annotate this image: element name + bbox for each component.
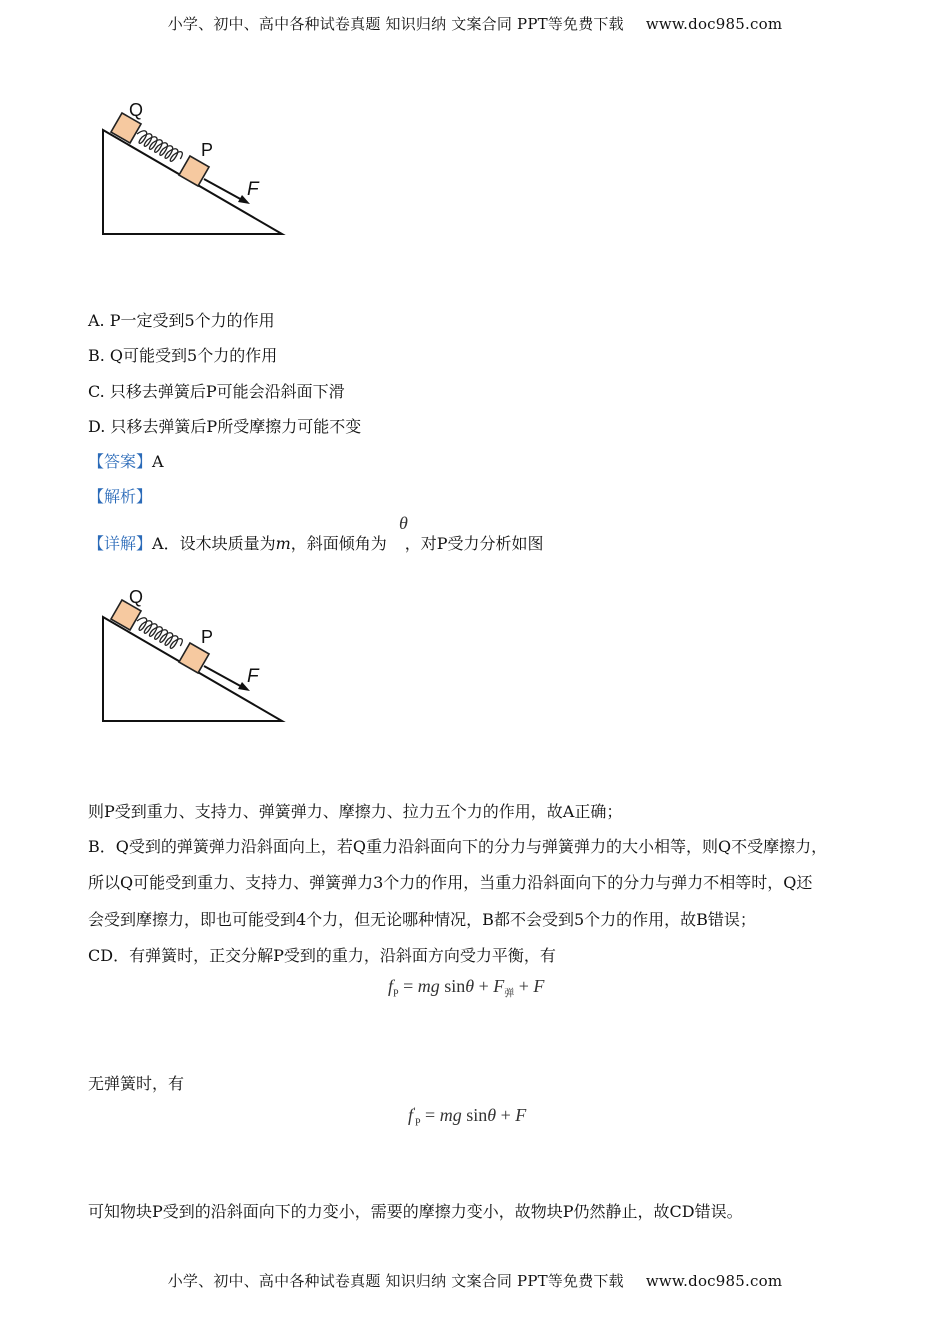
paragraph-cd: CD．有弹簧时，正交分解P受到的重力，沿斜面方向受力平衡，有 (88, 946, 556, 965)
detail-tag: 【详解】 (88, 534, 153, 553)
spring (134, 128, 184, 165)
force-arrow (204, 666, 250, 691)
paragraph-b3: 会受到摩擦力，即也可能受到4个力，但无论哪种情况，B都不会受到5个力的作用，故B错误； (88, 910, 756, 929)
label-f: F (247, 179, 259, 200)
label-p: P (201, 627, 214, 647)
paragraph-b1: B．Q受到的弹簧弹力沿斜面向上，若Q重力沿斜面向下的分力与弹簧弹力的大小相等，则Q不受摩擦力， (88, 837, 828, 856)
option-c: C. 只移去弹簧后P可能会沿斜面下滑 (88, 382, 345, 401)
detail-theta: θ (399, 513, 408, 533)
conclusion: 可知物块P受到的沿斜面向下的力变小，需要的摩擦力变小，故物块P仍然静止，故CD错误。 (88, 1202, 743, 1221)
incline-figure-2 (96, 585, 296, 727)
formula-with-spring: $f_P$ = mg $\sin\theta + F_弹 + F$ (388, 976, 545, 1000)
label-p: P (201, 140, 214, 160)
label-q: Q (129, 100, 144, 120)
label-f: F (247, 666, 259, 687)
footer-text: 小学、初中、高中各种试卷真题 知识归纳 文案合同 PPT等免费下载 (167, 1272, 624, 1290)
paragraph-a: 则P受到重力、支持力、弹簧弹力、摩擦力、拉力五个力的作用，故A正确； (88, 802, 623, 821)
footer-site[interactable]: www.doc985.com (645, 1272, 783, 1290)
detail-mid: ，斜面倾角为 (290, 534, 387, 553)
spring (134, 615, 184, 652)
label-q: Q (129, 587, 144, 607)
analysis-line (88, 484, 152, 507)
no-spring-line: 无弹簧时，有 (88, 1074, 185, 1093)
page-footer (0, 1270, 950, 1291)
detail-pre: A．设木块质量为 (152, 534, 276, 553)
paragraph-b2: 所以Q可能受到重力、支持力、弹簧弹力3个力的作用，当重力沿斜面向下的分力与弹力不相等时，Q还 (88, 873, 813, 892)
option-b: B. Q可能受到5个力的作用 (88, 346, 278, 365)
option-d: D. 只移去弹簧后P所受摩擦力可能不变 (88, 417, 362, 436)
option-a: A. P一定受到5个力的作用 (88, 311, 275, 330)
detail-var-m: m (275, 534, 291, 553)
formula-without-spring: $f'_P$ = mg sinθ + F (408, 1105, 527, 1129)
incline-figure-1 (96, 98, 296, 240)
block-p (179, 156, 209, 186)
detail-post: ，对P受力分析如图 (404, 534, 544, 553)
header-site[interactable]: www.doc985.com (645, 15, 783, 33)
answer-line (88, 449, 164, 472)
force-arrow (204, 179, 250, 204)
analysis-tag: 【解析】 (88, 487, 153, 506)
header-text: 小学、初中、高中各种试卷真题 知识归纳 文案合同 PPT等免费下载 (167, 15, 624, 33)
page-header (0, 13, 950, 34)
block-p (179, 643, 209, 673)
answer-tag: 【答案】 (88, 452, 153, 471)
answer-value: A (152, 452, 164, 471)
detail-line (88, 531, 544, 554)
